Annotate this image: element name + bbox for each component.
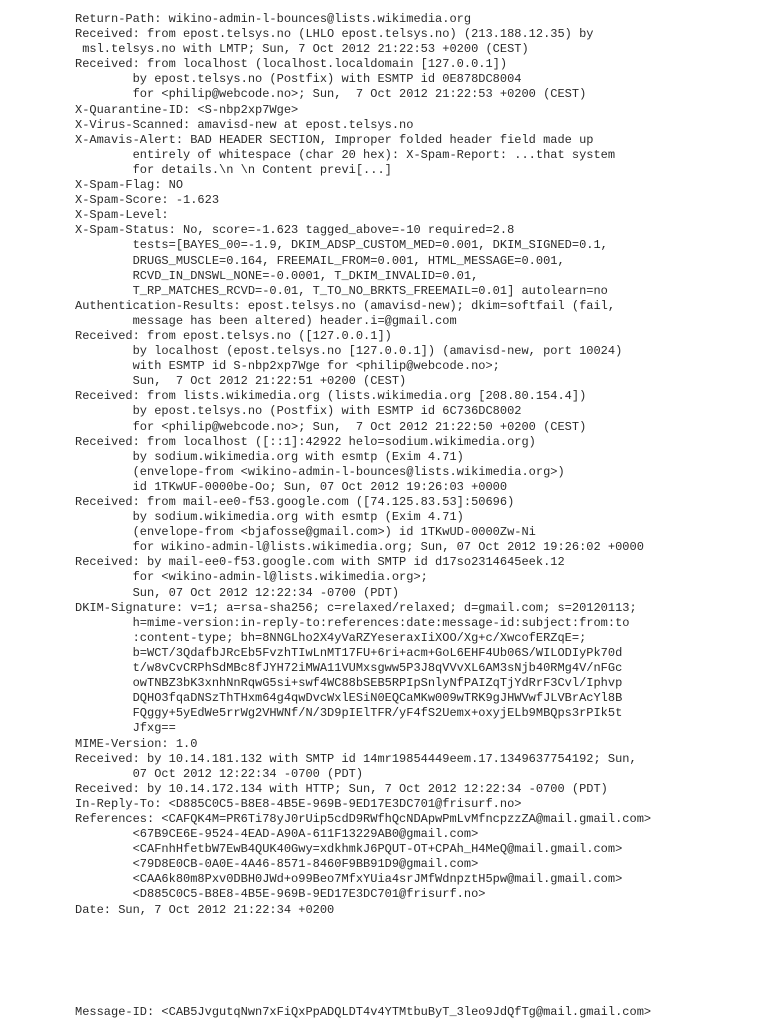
header-line: Received: by 10.14.172.134 with HTTP; Sun, 7 Oct 2012 12:22:34 -0700 (PDT) xyxy=(75,781,608,796)
header-line: by sodium.wikimedia.org with esmtp (Exim 4.71) xyxy=(75,510,464,525)
header-line: <CAA6k80m8Pxv0DBH0JWd+o99Beo7MfxYUia4srJMfWdnpztH5pw@mail.gmail.com> xyxy=(75,872,623,887)
header-line: for details.\n \n Content previ[...] xyxy=(75,162,392,177)
header-line: msl.telsys.no with LMTP; Sun, 7 Oct 2012 21:22:53 +0200 (CEST) xyxy=(75,42,529,57)
header-line: with ESMTP id S-nbp2xp7Wge for <philip@webcode.no>; xyxy=(75,359,500,374)
header-line: t/w8vCvCRPhSdMBc8fJYH72iMWA11VUMxsgww5P3J8qVVvXL6AM3sNjb40RMg4V/nFGc xyxy=(75,661,623,676)
header-line: RCVD_IN_DNSWL_NONE=-0.0001, T_DKIM_INVALID=0.01, xyxy=(75,268,479,283)
header-line: In-Reply-To: <D885C0C5-B8E8-4B5E-969B-9ED17E3DC701@frisurf.no> xyxy=(75,796,522,811)
header-line: Received: from epost.telsys.no (LHLO epost.telsys.no) (213.188.12.35) by xyxy=(75,27,594,42)
header-line: <67B9CE6E-9524-4EAD-A90A-611F13229AB0@gmail.com> xyxy=(75,827,479,842)
header-line: tests=[BAYES_00=-1.9, DKIM_ADSP_CUSTOM_MED=0.001, DKIM_SIGNED=0.1, xyxy=(75,238,608,253)
header-line: DKIM-Signature: v=1; a=rsa-sha256; c=relaxed/relaxed; d=gmail.com; s=20120113; xyxy=(75,600,637,615)
header-line: <CAFnhHfetbW7EwB4QUK40Gwy=xdkhmkJ6PQUT-OT+CPAh_H4MeQ@mail.gmail.com> xyxy=(75,842,623,857)
header-line: (envelope-from <wikino-admin-l-bounces@lists.wikimedia.org>) xyxy=(75,464,565,479)
header-line: Date: Sun, 7 Oct 2012 21:22:34 +0200 xyxy=(75,902,335,917)
header-line: entirely of whitespace (char 20 hex): X-Spam-Report: ...that system xyxy=(75,147,616,162)
header-line: owTNBZ3bK3xnhNnRqwG5si+swf4WC88bSEB5RPIpSnlyNfPAIZqTjYdRrF3Cvl/Iphvp xyxy=(75,676,623,691)
header-line: Authentication-Results: epost.telsys.no (amavisd-new); dkim=softfail (fail, xyxy=(75,298,616,313)
header-line: X-Virus-Scanned: amavisd-new at epost.telsys.no xyxy=(75,117,414,132)
header-line: Received: from mail-ee0-f53.google.com ([74.125.83.53]:50696) xyxy=(75,495,515,509)
header-line: 07 Oct 2012 12:22:34 -0700 (PDT) xyxy=(75,766,364,781)
header-line: Received: from epost.telsys.no ([127.0.0.1]) xyxy=(75,328,392,343)
header-line: h=mime-version:in-reply-to:references:date:message-id:subject:from:to xyxy=(75,615,630,630)
header-line: Sun, 07 Oct 2012 12:22:34 -0700 (PDT) xyxy=(75,585,400,600)
header-line: for wikino-admin-l@lists.wikimedia.org; Sun, 07 Oct 2012 19:26:02 +0000 xyxy=(75,540,644,555)
header-line: for <wikino-admin-l@lists.wikimedia.org>; xyxy=(75,570,428,585)
header-line: Sun, 7 Oct 2012 21:22:51 +0200 (CEST) xyxy=(75,374,407,389)
header-line: id 1TKwUF-0000be-Oo; Sun, 07 Oct 2012 19:26:03 +0000 xyxy=(75,479,508,494)
message-id-line: Message-ID: <CAB5JvgutqNwn7xFiQxPpADQLDT4v4YTMtbuByT_3leo9JdQfTg@mail.gmail.com> xyxy=(75,1005,652,1019)
header-line: FQggy+5yEdWe5rrWg2VHWNf/N/3D9pIElTFR/yF4fS2Uemx+oxyjELb9MBQps3rPIk5t xyxy=(75,706,623,721)
header-line: Received: from lists.wikimedia.org (lists.wikimedia.org [208.80.154.4]) xyxy=(75,389,587,404)
header-line: for <philip@webcode.no>; Sun, 7 Oct 2012 21:22:50 +0200 (CEST) xyxy=(75,419,587,434)
header-line: Jfxg== xyxy=(75,721,176,736)
header-line: Received: by 10.14.181.132 with SMTP id 14mr19854449eem.17.1349637754192; Sun, xyxy=(75,751,637,766)
header-line: X-Spam-Flag: NO xyxy=(75,178,184,193)
header-line: b=WCT/3QdafbJRcEb5FvzhTIwLnMT17FU+6ri+acm+GoL6EHF4Ub06S/WILODIyPk70d xyxy=(75,645,623,660)
header-line: by epost.telsys.no (Postfix) with ESMTP id 0E878DC8004 xyxy=(75,72,522,87)
header-line: Received: by mail-ee0-f53.google.com with SMTP id d17so2314645eek.12 xyxy=(75,555,565,570)
header-line: X-Spam-Level: xyxy=(75,208,169,223)
header-line: X-Spam-Status: No, score=-1.623 tagged_above=-10 required=2.8 xyxy=(75,223,515,238)
header-line: X-Spam-Score: -1.623 xyxy=(75,193,220,208)
header-line: for <philip@webcode.no>; Sun, 7 Oct 2012 21:22:53 +0200 (CEST) xyxy=(75,87,587,102)
header-line: X-Quarantine-ID: <S-nbp2xp7Wge> xyxy=(75,102,299,117)
header-line: Received: from localhost ([::1]:42922 helo=sodium.wikimedia.org) xyxy=(75,434,536,449)
header-line: :content-type; bh=8NNGLho2X4yVaRZYeseraxIiXOO/Xg+c/XwcofERZqE=; xyxy=(75,630,587,645)
header-line: (envelope-from <bjafosse@gmail.com>) id 1TKwUD-0000Zw-Ni xyxy=(75,525,536,540)
email-headers xyxy=(75,12,765,918)
header-line: Return-Path: wikino-admin-l-bounces@lists.wikimedia.org xyxy=(75,12,472,26)
header-line: References: <CAFQK4M=PR6Ti78yJ0rUip5cdD9RWfhQcNDApwPmLvMfncpzzZA@mail.gmail.com> xyxy=(75,811,652,826)
header-line: <79D8E0CB-0A0E-4A46-8571-8460F9BB91D9@gmail.com> xyxy=(75,857,479,872)
header-line: T_RP_MATCHES_RCVD=-0.01, T_TO_NO_BRKTS_FREEMAIL=0.01] autolearn=no xyxy=(75,283,608,298)
header-line: MIME-Version: 1.0 xyxy=(75,736,198,751)
header-line: Received: from localhost (localhost.localdomain [127.0.0.1]) xyxy=(75,57,508,72)
header-line: DRUGS_MUSCLE=0.164, FREEMAIL_FROM=0.001, HTML_MESSAGE=0.001, xyxy=(75,253,565,268)
header-line: DQHO3fqaDNSzThTHxm64g4qwDvcWxlESiN0EQCaMKw009wTRK9gJHWVwfJLVBrAcYl8B xyxy=(75,691,623,706)
message-id-footer xyxy=(75,1005,765,1020)
header-line: by sodium.wikimedia.org with esmtp (Exim 4.71) xyxy=(75,449,464,464)
header-line: X-Amavis-Alert: BAD HEADER SECTION, Improper folded header field made up xyxy=(75,132,594,147)
header-line: message has been altered) header.i=@gmail.com xyxy=(75,313,457,328)
header-line: by localhost (epost.telsys.no [127.0.0.1]) (amavisd-new, port 10024) xyxy=(75,344,623,359)
header-line: by epost.telsys.no (Postfix) with ESMTP id 6C736DC8002 xyxy=(75,404,522,419)
header-line: <D885C0C5-B8E8-4B5E-969B-9ED17E3DC701@frisurf.no> xyxy=(75,887,486,902)
